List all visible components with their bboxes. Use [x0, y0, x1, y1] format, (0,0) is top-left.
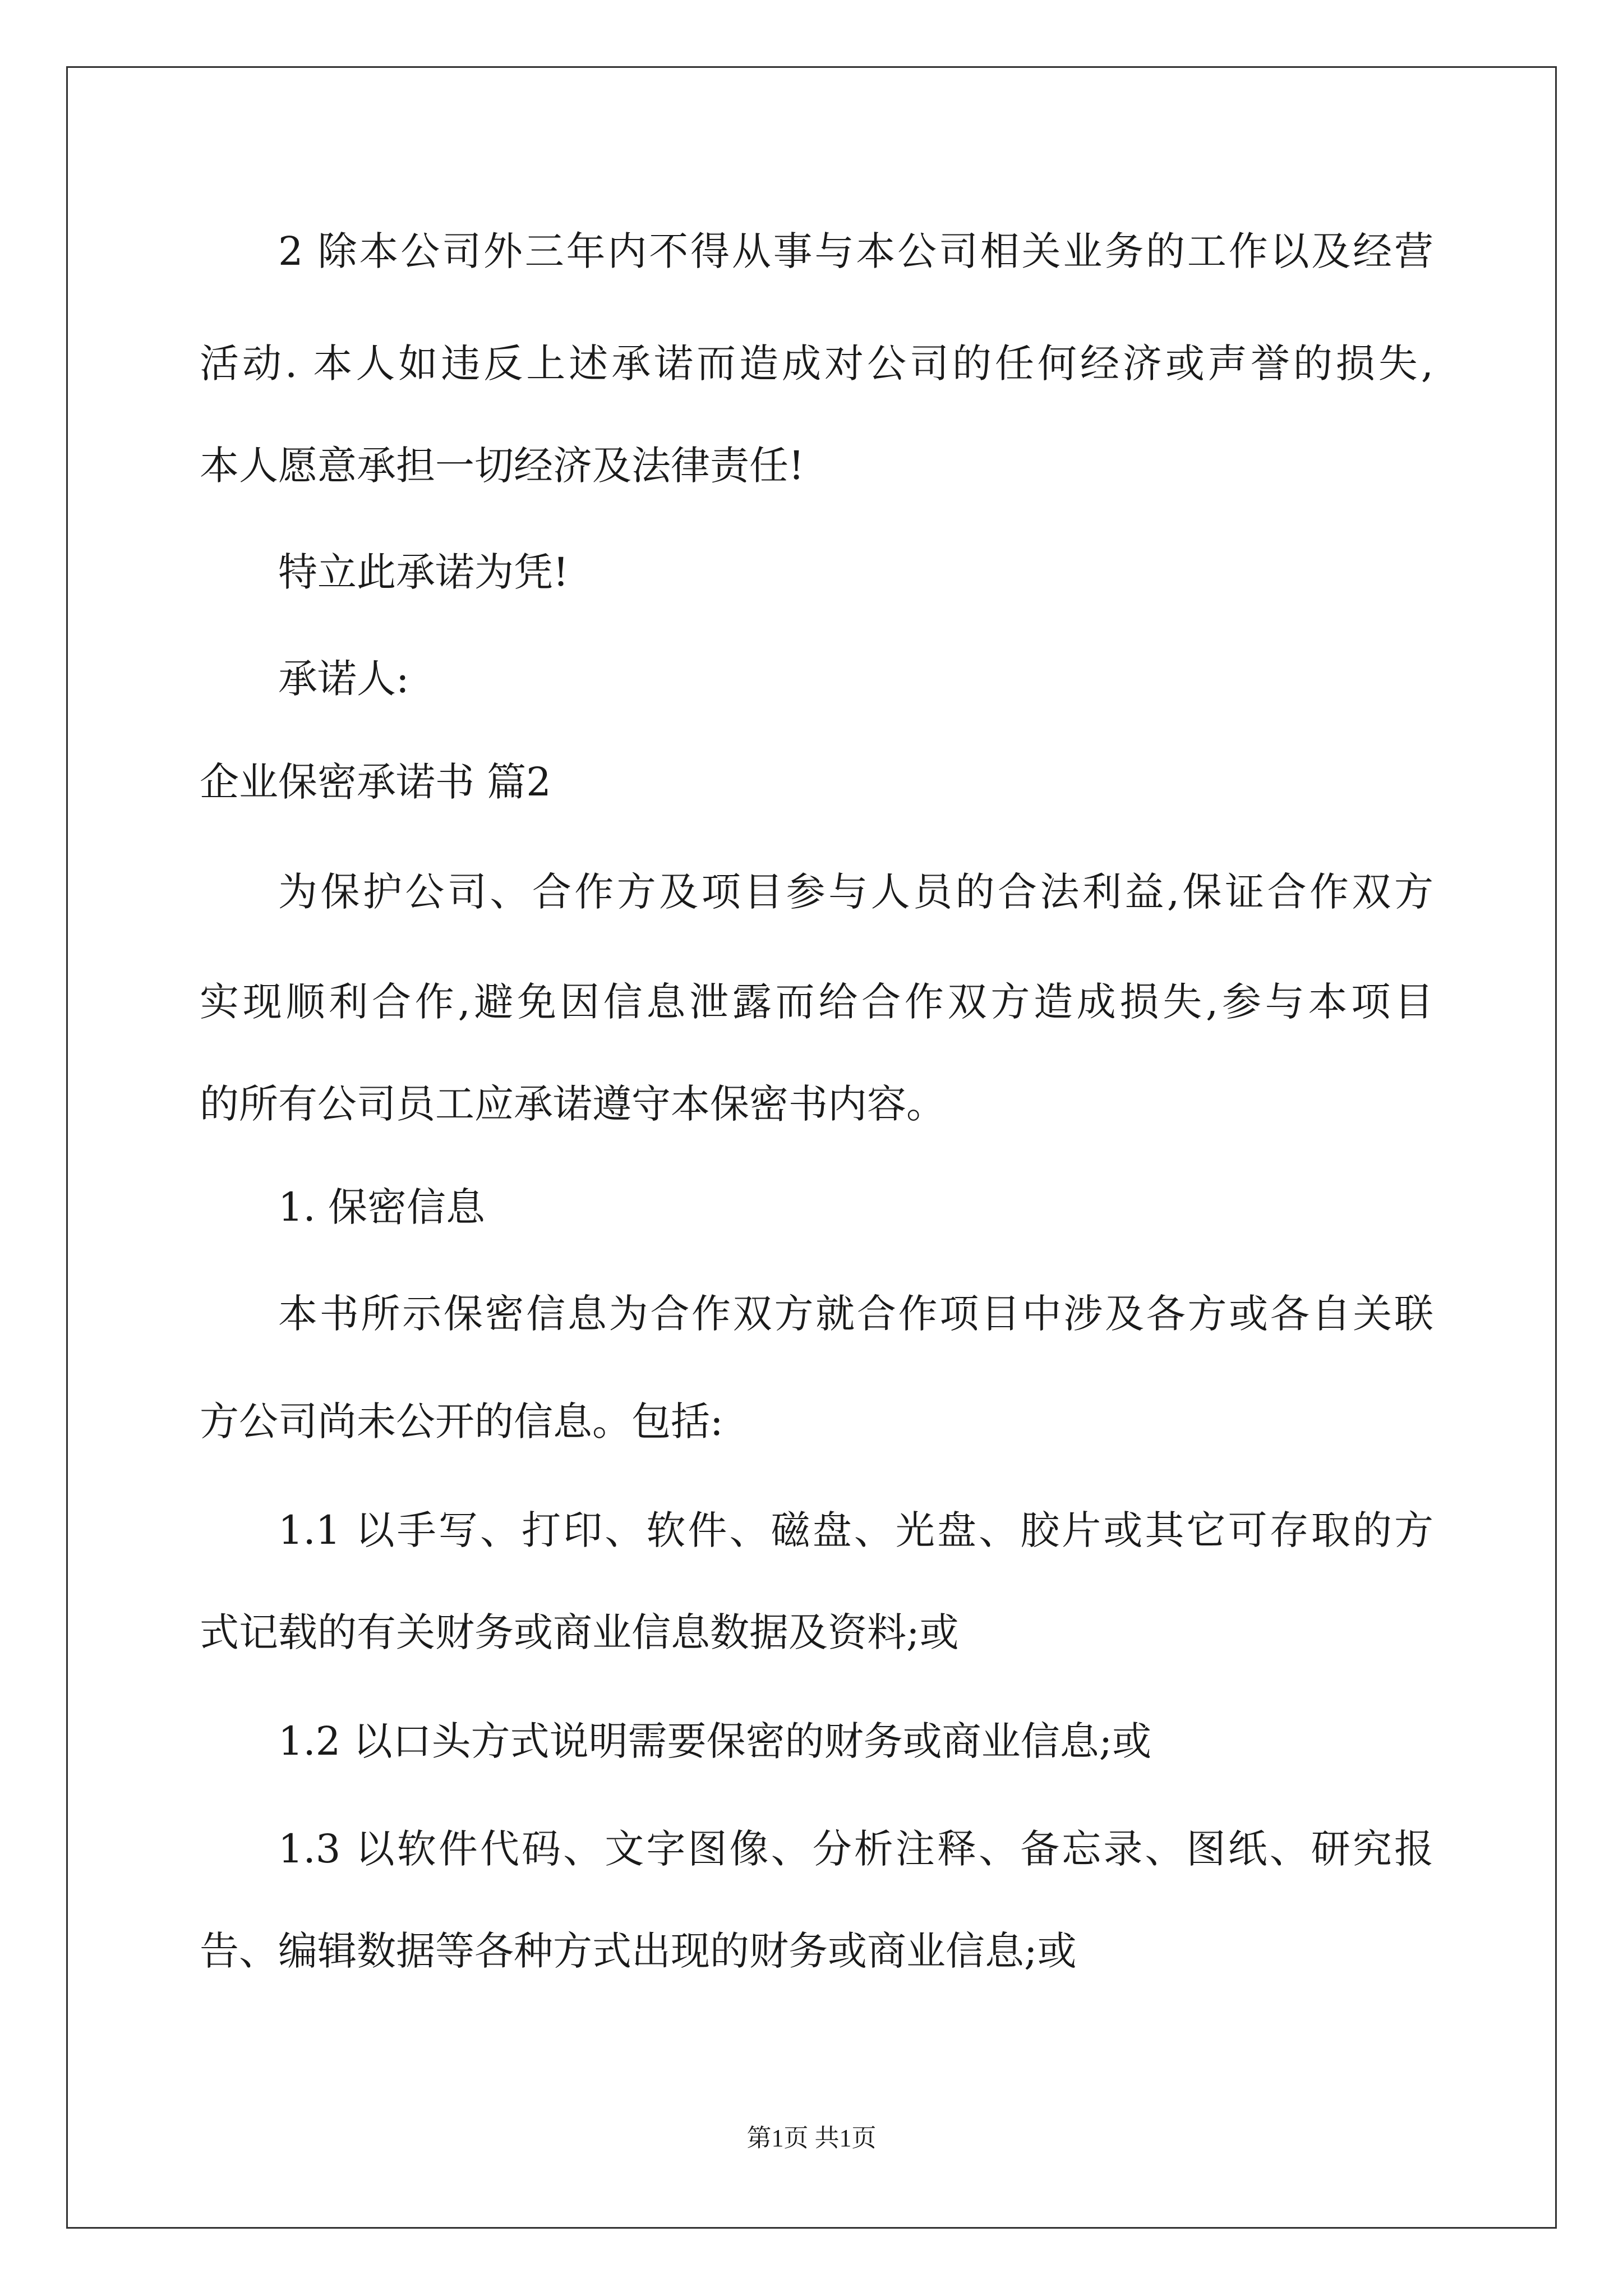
paragraph-line: 方公司尚未公开的信息。包括:: [200, 1398, 723, 1444]
paragraph-line: 活动. 本人如违反上述承诺而造成对公司的任何经济或声誉的损失,: [200, 341, 1433, 386]
paragraph-line: 式记载的有关财务或商业信息数据及资料;或: [200, 1609, 959, 1655]
clause-heading: 1. 保密信息: [278, 1184, 486, 1230]
paragraph-line: 1.3 以软件代码、文字图像、分析注释、备忘录、图纸、研究报: [278, 1826, 1433, 1872]
paragraph-line: 特立此承诺为凭!: [278, 549, 569, 595]
paragraph-line: 1.2 以口头方式说明需要保密的财务或商业信息;或: [278, 1718, 1152, 1764]
paragraph-line: 实现顺利合作,避免因信息泄露而给合作双方造成损失,参与本项目: [200, 979, 1433, 1025]
paragraph-line: 2 除本公司外三年内不得从事与本公司相关业务的工作以及经营: [278, 228, 1433, 274]
paragraph-line: 本书所示保密信息为合作双方就合作项目中涉及各方或各自关联: [278, 1291, 1433, 1337]
paragraph-line: 的所有公司员工应承诺遵守本保密书内容。: [200, 1081, 946, 1127]
paragraph-line: 告、编辑数据等各种方式出现的财务或商业信息;或: [200, 1928, 1077, 1974]
paragraph-line: 为保护公司、合作方及项目参与人员的合法利益,保证合作双方: [278, 869, 1433, 915]
paragraph-line: 本人愿意承担一切经济及法律责任!: [200, 443, 805, 489]
page-footer: 第1页 共1页: [746, 2124, 877, 2152]
section-heading: 企业保密承诺书 篇2: [200, 759, 551, 805]
paragraph-line: 1.1 以手写、打印、软件、磁盘、光盘、胶片或其它可存取的方: [278, 1507, 1433, 1553]
signatory-label: 承诺人:: [278, 656, 409, 702]
